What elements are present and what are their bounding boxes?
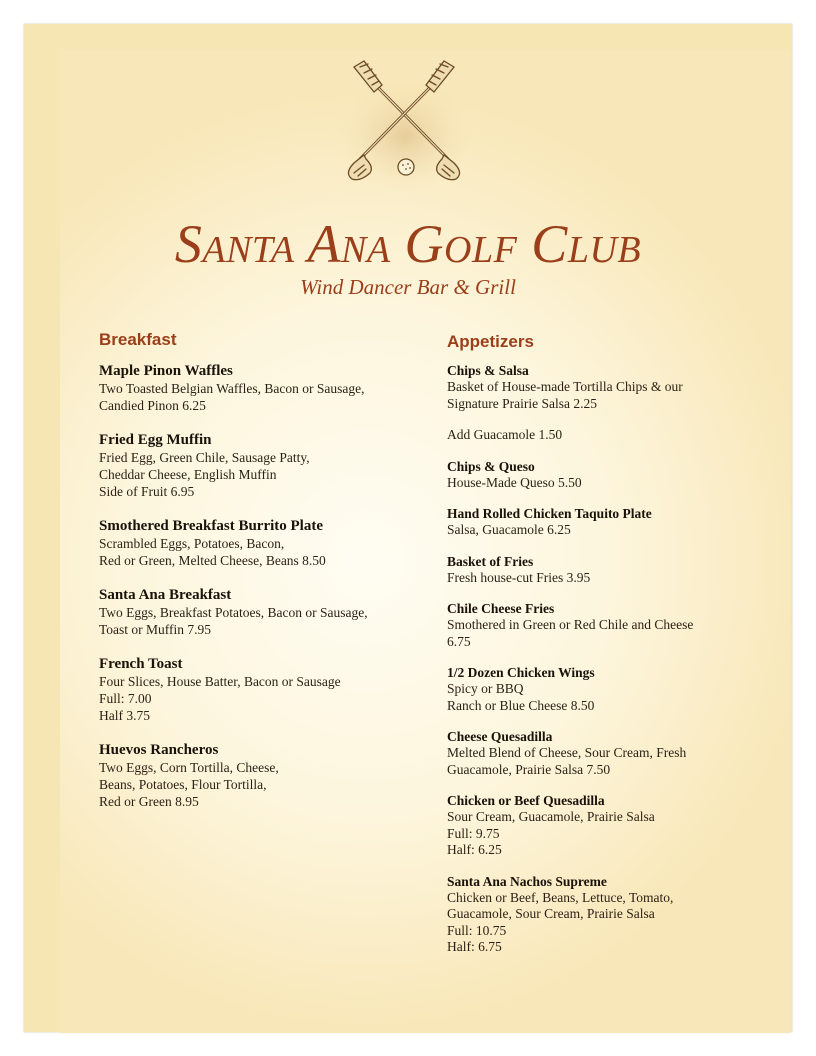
item-price-half: Half: 6.25 [447,842,502,857]
item-description: Guacamole, Sour Cream, Prairie Salsa [447,906,655,921]
item-description: Basket of House-made Tortilla Chips & our [447,379,683,394]
item-description: Red or Green 8.95 [99,794,199,809]
item-description: Smothered in Green or Red Chile and Cheese [447,617,694,632]
item-name: 1/2 Dozen Chicken Wings [447,665,595,680]
menu-item [99,742,419,810]
item-name: Cheese Quesadilla [447,729,553,744]
item-price-full: Full: 10.75 [447,922,507,938]
item-name: Hand Rolled Chicken Taquito Plate [447,506,652,521]
menu-item [447,506,747,539]
item-description: Two Toasted Belgian Waffles, Bacon or Sausage, [99,381,365,396]
menu-item [447,793,747,859]
item-name: Chicken or Beef Quesadilla [447,793,605,808]
item-price-full: Full: 9.75 [447,825,500,841]
item-description: Side of Fruit 6.95 [99,484,195,499]
item-name: Basket of Fries [447,553,534,569]
item-description: Two Eggs, Corn Tortilla, Cheese, [99,760,279,775]
item-name: Santa Ana Breakfast [99,587,232,603]
menu-item [447,363,747,412]
item-name: Chile Cheese Fries [447,601,555,616]
crossed-golf-clubs-icon [330,55,480,190]
item-description: Beans, Potatoes, Flour Tortilla, [99,777,267,792]
menu-item [447,729,747,778]
item-name: Chips & Queso [447,458,535,474]
item-description: Spicy or BBQ [447,681,524,696]
menu-item [447,601,747,650]
menu-item [447,874,747,956]
item-description: Four Slices, House Batter, Bacon or Sausage [99,674,341,689]
menu-item [447,459,747,492]
menu-item [99,363,419,414]
item-price-half: Half: 6.75 [447,939,502,954]
menu-item [99,587,419,638]
item-description: Sour Cream, Guacamole, Prairie Salsa [447,809,655,824]
menu-item [99,518,419,569]
menu-item [447,554,747,587]
item-name: Maple Pinon Waffles [99,363,233,379]
item-description: Melted Blend of Cheese, Sour Cream, Fresh [447,745,687,760]
appetizers-heading: Appetizers [447,332,534,351]
item-description: Fresh house-cut Fries 3.95 [447,569,591,585]
item-description: Scrambled Eggs, Potatoes, Bacon, [99,536,285,551]
item-description: Add Guacamole 1.50 [447,427,563,442]
page-subtitle: Wind Dancer Bar & Grill [300,275,516,299]
item-description: Cheddar Cheese, English Muffin [99,467,277,482]
item-description: House-Made Queso 5.50 [447,474,582,490]
item-name: Huevos Rancheros [99,742,219,758]
item-name: French Toast [99,656,183,672]
appetizers-section [447,330,747,971]
menu-item [99,432,419,500]
menu-item-addon [447,427,747,444]
item-price-half: Half 3.75 [99,708,150,723]
item-description: Signature Prairie Salsa 2.25 [447,395,597,411]
item-description: Guacamole, Prairie Salsa 7.50 [447,761,611,777]
item-name: Smothered Breakfast Burrito Plate [99,518,323,534]
item-description: Chicken or Beef, Beans, Lettuce, Tomato, [447,889,674,905]
breakfast-heading: Breakfast [99,330,177,349]
item-description: Red or Green, Melted Cheese, Beans 8.50 [99,553,326,568]
item-description: Fried Egg, Green Chile, Sausage Patty, [99,450,310,465]
page-title: Santa Ana Golf Club [174,214,642,274]
item-description: Salsa, Guacamole 6.25 [447,522,571,537]
breakfast-section [99,330,419,828]
menu-item [99,656,419,724]
item-description: Ranch or Blue Cheese 8.50 [447,697,595,713]
item-name: Fried Egg Muffin [99,432,212,448]
item-name: Santa Ana Nachos Supreme [447,873,607,889]
item-description: Toast or Muffin 7.95 [99,622,212,637]
item-description: Candied Pinon 6.25 [99,398,206,413]
item-name: Chips & Salsa [447,363,529,378]
item-price-full: Full: 7.00 [99,691,152,706]
menu-item [447,665,747,714]
item-description: 6.75 [447,633,471,649]
item-description: Two Eggs, Breakfast Potatoes, Bacon or Sausage, [99,605,368,620]
